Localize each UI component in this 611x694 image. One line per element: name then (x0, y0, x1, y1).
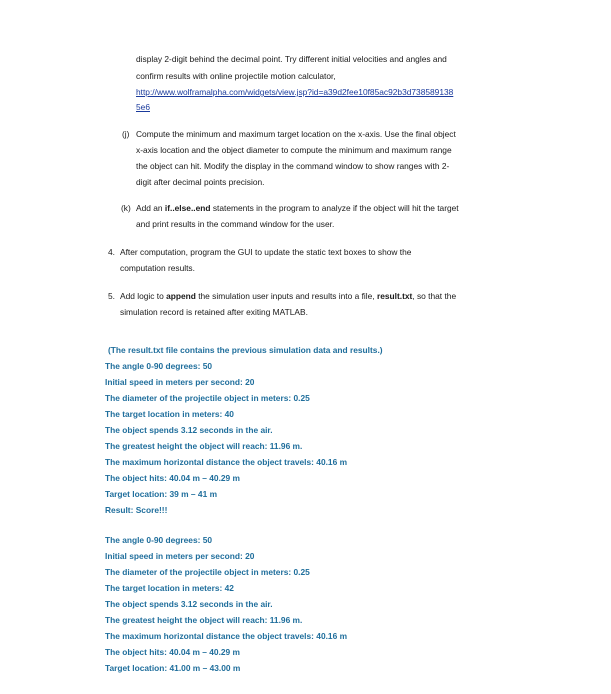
results-heading: (The result.txt file contains the previous simulation data and results.) (108, 345, 383, 356)
result-1-line-1: The angle 0-90 degrees: 50 (105, 361, 213, 372)
append-keyword: append (166, 291, 196, 301)
item-5-line-1: Add logic to append the simulation user inputs and results into a file, result.txt, so that the (120, 291, 457, 301)
item-4-label: 4. (108, 247, 115, 257)
item-j-line-3: the object can hit. Modify the display in the command window to show ranges with 2- (136, 161, 450, 171)
item-5-line-2: simulation record is retained after exiting MATLAB. (120, 307, 308, 317)
intro-line-1: display 2-digit behind the decimal point. Try different initial velocities and angles and (136, 54, 447, 64)
result-2-line-7: The maximum horizontal distance the object travels: 40.16 m (105, 631, 348, 642)
calculator-link-line-2[interactable]: 5e6 (136, 102, 150, 112)
item-5-label: 5. (108, 291, 115, 301)
result-2-line-2: Initial speed in meters per second: 20 (105, 551, 255, 562)
item-4-line-1: After computation, program the GUI to update the static text boxes to show the (120, 247, 412, 257)
result-1-line-7: The maximum horizontal distance the object travels: 40.16 m (105, 457, 348, 468)
result-2-line-3: The diameter of the projectile object in meters: 0.25 (105, 567, 310, 578)
result-2-line-1: The angle 0-90 degrees: 50 (105, 535, 213, 546)
result-file-name: result.txt (376, 291, 413, 301)
result-2-line-9: Target location: 41.00 m – 43.00 m (105, 663, 241, 674)
intro-line-2: confirm results with online projectile motion calculator, (136, 71, 336, 81)
result-1-line-5: The object spends 3.12 seconds in the air. (105, 425, 273, 436)
result-2-line-8: The object hits: 40.04 m – 40.29 m (105, 647, 240, 658)
result-2-line-4: The target location in meters: 42 (105, 583, 234, 594)
item-4-line-2: computation results. (120, 263, 195, 273)
result-1-line-10: Result: Score!!! (105, 505, 168, 516)
result-2-line-6: The greatest height the object will reach: 11.96 m. (105, 615, 303, 626)
item-j-label: (j) (122, 129, 130, 139)
result-1-line-8: The object hits: 40.04 m – 40.29 m (105, 473, 240, 484)
result-1-line-6: The greatest height the object will reach: 11.96 m. (105, 441, 303, 452)
calculator-link-line-1[interactable]: http://www.wolframalpha.com/widgets/view.jsp?id=a39d2fee10f85ac92b3d738589138 (136, 87, 454, 97)
item-j-line-1: Compute the minimum and maximum target location on the x-axis. Use the final object (136, 129, 456, 139)
item-k-label: (k) (121, 203, 131, 213)
item-k-line-1: Add an if..else..end statements in the program to analyze if the object will hit the target (136, 203, 459, 213)
item-k-line-2: and print results in the command window for the user. (136, 219, 335, 229)
item-j-line-2: x-axis location and the object diameter to compute the minimum and maximum range (136, 145, 452, 155)
result-2-line-5: The object spends 3.12 seconds in the air. (105, 599, 273, 610)
item-j-line-4: digit after decimal points precision. (136, 177, 265, 187)
result-1-line-9: Target location: 39 m – 41 m (105, 489, 218, 500)
result-1-line-2: Initial speed in meters per second: 20 (105, 377, 255, 388)
result-1-line-4: The target location in meters: 40 (105, 409, 234, 420)
if-else-end-keyword: if..else..end (164, 203, 211, 213)
result-1-line-3: The diameter of the projectile object in meters: 0.25 (105, 393, 310, 404)
